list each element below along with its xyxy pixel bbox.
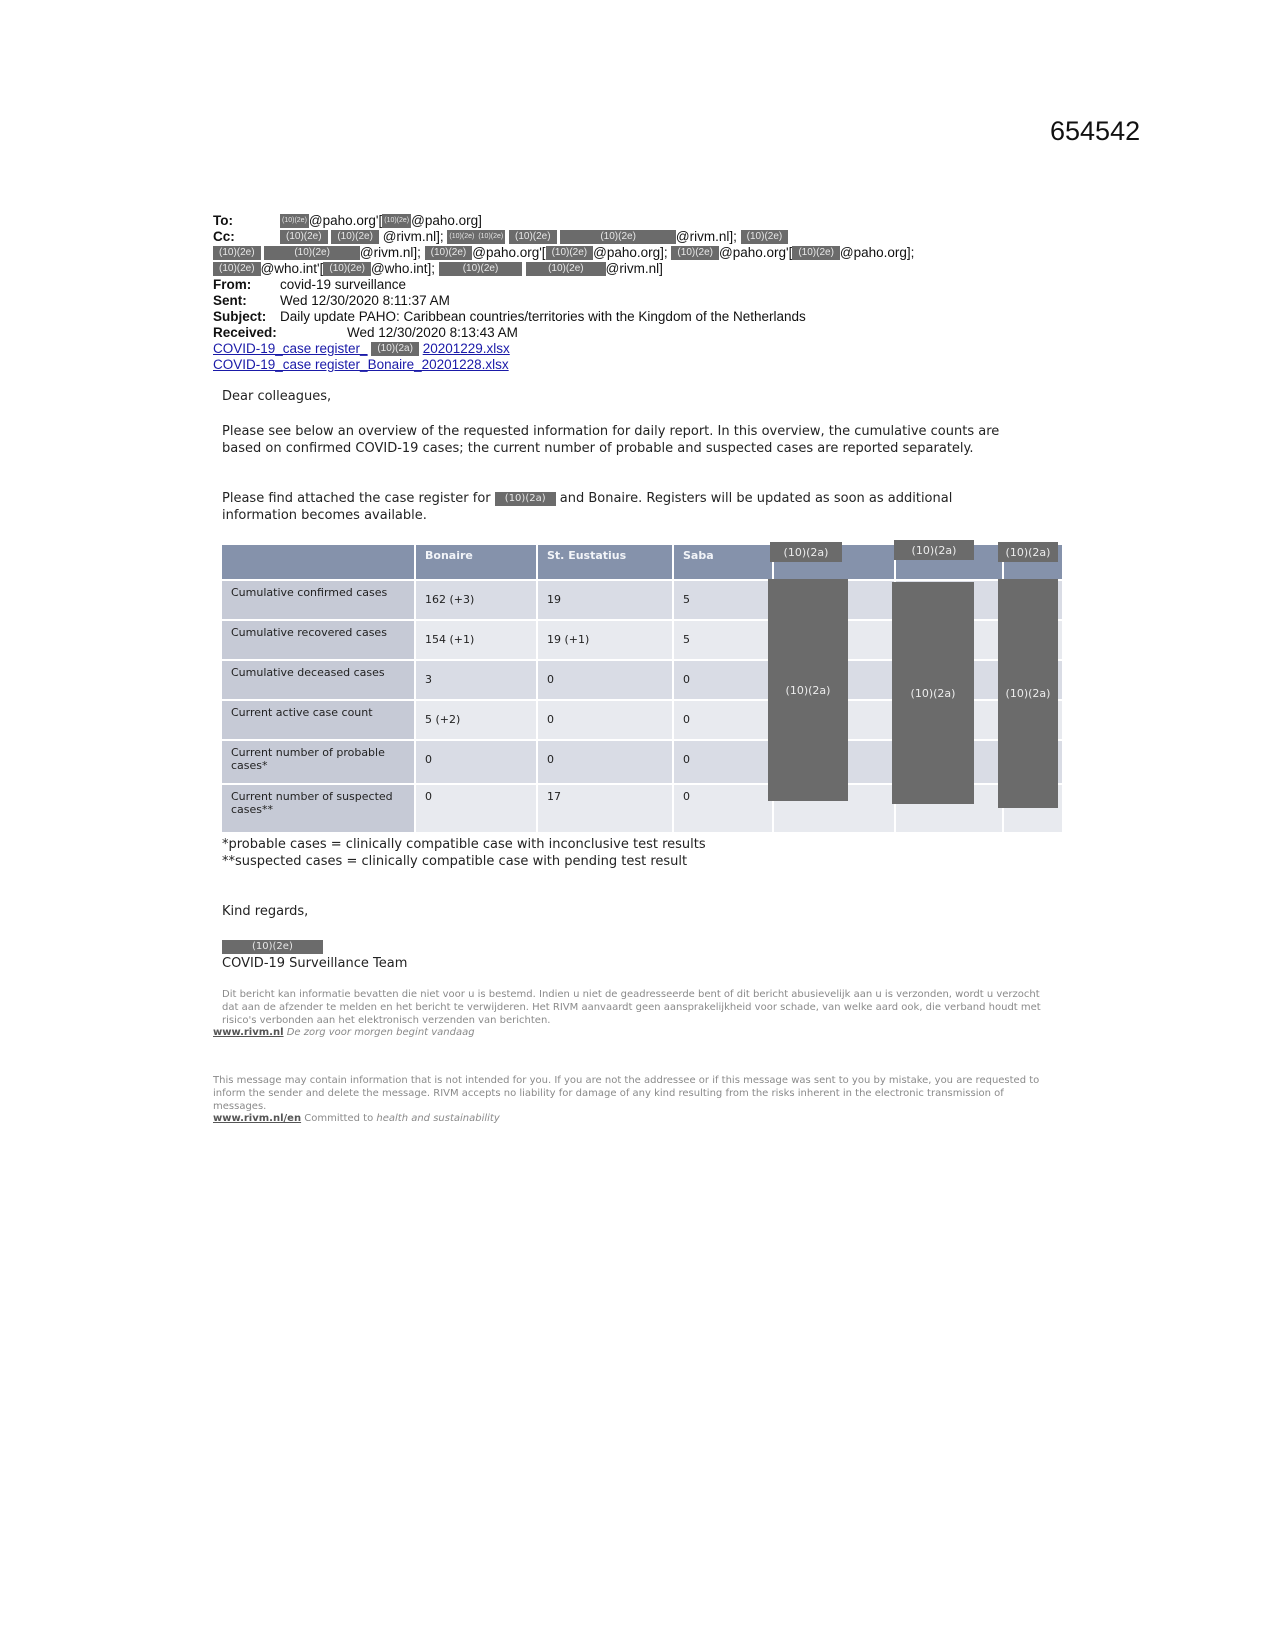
redaction: (10)(2e) <box>741 230 789 244</box>
to-label: To: <box>213 213 233 228</box>
to-address: @paho.org] <box>411 213 482 228</box>
redaction: (10)(2e) <box>425 246 473 260</box>
redaction: (10)(2a) <box>768 579 848 801</box>
team-name: COVID-19 Surveillance Team <box>222 956 408 971</box>
to-row <box>213 213 1003 229</box>
cc-address: @paho.org]; <box>839 245 915 260</box>
cell: 0 <box>673 660 773 700</box>
redaction: (10)(2e) <box>447 230 476 244</box>
cell: 3 <box>415 660 537 700</box>
cell: 0 <box>537 740 673 784</box>
greeting: Dear colleagues, <box>222 389 332 404</box>
disclaimer-nl-footer <box>213 1026 475 1039</box>
sent-value: Wed 12/30/2020 8:11:37 AM <box>280 293 450 308</box>
redaction: (10)(2a) <box>894 540 974 560</box>
table-header: Saba <box>673 545 773 580</box>
cc-address: @paho.org]; <box>593 245 668 260</box>
redaction: (10)(2a) <box>998 542 1058 562</box>
cell: 5 <box>673 620 773 660</box>
redaction: (10)(2e) <box>560 230 676 244</box>
redaction: (10)(2e) <box>546 246 594 260</box>
attachment-1[interactable] <box>213 341 1003 357</box>
cell: 0 <box>537 660 673 700</box>
redaction: (10)(2e) <box>526 262 606 276</box>
row-label: Current active case count <box>222 700 415 740</box>
table-header <box>222 545 415 580</box>
subject-value: Daily update PAHO: Caribbean countries/territories with the Kingdom of the Netherlands <box>280 309 806 324</box>
redaction: (10)(2a) <box>495 492 556 506</box>
from-row <box>213 277 1003 293</box>
redaction: (10)(2e) <box>280 230 328 244</box>
redaction: (10)(2a) <box>371 342 419 356</box>
redaction: (10)(2e) <box>509 230 557 244</box>
from-value: covid-19 surveillance <box>280 277 407 292</box>
paragraph-2-start: Please find attached the case register for <box>222 491 491 506</box>
rivm-link[interactable]: www.rivm.nl <box>213 1027 284 1038</box>
cc-address: @rivm.nl]; <box>359 245 421 260</box>
cc-address: @who.int'[ <box>260 261 324 276</box>
disclaimer-en-footer <box>213 1112 500 1125</box>
redaction: (10)(2a) <box>770 542 842 562</box>
cell: 0 <box>415 740 537 784</box>
cc-row-3 <box>213 261 1003 277</box>
sent-row <box>213 293 1003 309</box>
redaction: (10)(2e) <box>792 246 840 260</box>
cc-address: @paho.org'[ <box>472 245 546 260</box>
row-label: Cumulative recovered cases <box>222 620 415 660</box>
redaction: (10)(2e) <box>476 230 505 244</box>
cell: 19 (+1) <box>537 620 673 660</box>
redaction: (10)(2e) <box>331 230 379 244</box>
cell: 0 <box>673 740 773 784</box>
cc-address: @rivm.nl] <box>605 261 663 276</box>
cc-address: @rivm.nl]; <box>675 229 737 244</box>
redaction: (10)(2e) <box>280 214 309 228</box>
attachment-2[interactable] <box>213 357 1003 373</box>
row-label: Current number of probable cases* <box>222 740 415 784</box>
cc-address: @rivm.nl]; <box>382 229 444 244</box>
cell: 0 <box>673 700 773 740</box>
to-address: @paho.org'[ <box>308 213 383 228</box>
attachment-link[interactable]: 20201229.xlsx <box>422 341 510 356</box>
redaction: (10)(2e) <box>213 246 261 260</box>
table-header: Bonaire <box>415 545 537 580</box>
redaction: (10)(2e) <box>264 246 360 260</box>
subject-row <box>213 309 1003 325</box>
sent-label: Sent: <box>213 293 247 308</box>
cc-row-2 <box>213 245 1003 261</box>
closing: Kind regards, <box>222 904 309 919</box>
cell: 0 <box>673 784 773 832</box>
cc-row <box>213 229 1003 245</box>
signature-name <box>222 938 1042 955</box>
subject-label: Subject: <box>213 309 267 324</box>
paragraph-2-end: and Bonaire. Registers will be updated as soon as additional information becomes available. <box>222 491 953 523</box>
tagline-en-italic: health and sustainability <box>376 1113 500 1124</box>
footnote-suspected: **suspected cases = clinically compatible case with pending test result <box>222 854 688 869</box>
rivm-en-link[interactable]: www.rivm.nl/en <box>213 1113 302 1124</box>
received-row <box>213 325 1003 341</box>
redaction: (10)(2e) <box>222 940 323 954</box>
redaction: (10)(2e) <box>323 262 371 276</box>
email-header <box>213 213 1003 373</box>
redaction: (10)(2a) <box>998 579 1058 808</box>
received-label: Received: <box>213 325 277 340</box>
row-label: Cumulative confirmed cases <box>222 580 415 620</box>
redaction: (10)(2a) <box>892 582 974 804</box>
table-header: St. Eustatius <box>537 545 673 580</box>
disclaimer-en: This message may contain information that is not intended for you. If you are not the addressee or if this message was sent to you by mistake, you are requested to inform the sender and delete the message. RIVM accepts no liability for damage of any kind resulting from the risks inherent in the electronic transmission of messages. <box>213 1075 1040 1112</box>
document-number: 654542 <box>1050 116 1141 146</box>
cc-address: @who.int]; <box>370 261 435 276</box>
cell: 5 <box>673 580 773 620</box>
row-label: Current number of suspected cases** <box>222 784 415 832</box>
cell: 17 <box>537 784 673 832</box>
from-label: From: <box>213 277 252 292</box>
cell: 5 (+2) <box>415 700 537 740</box>
disclaimer-nl: Dit bericht kan informatie bevatten die niet voor u is bestemd. Indien u niet de geadresseerde bent of dit bericht abusievelijk aan u is verzonden, wordt u verzocht dat aan de afzender te melden en het bericht te verwijderen. Het RIVM aanvaardt geen aansprakelijkheid voor schade, van welke aard ook, die verband houdt met risico's verbonden aan het elektronisch verzenden van berichten. <box>222 989 1041 1026</box>
cell: 154 (+1) <box>415 620 537 660</box>
redaction: (10)(2e) <box>382 214 411 228</box>
cc-address: @paho.org'[ <box>719 245 793 260</box>
paragraph-1: Please see below an overview of the requested information for daily report. In this overview, the cumulative counts are based on confirmed COVID-19 cases; the current number of probable and suspected cases are reported separately. <box>222 424 1000 456</box>
attachment-link[interactable]: COVID-19_case register_Bonaire_20201228.xlsx <box>213 357 509 372</box>
tagline-nl: De zorg voor morgen begint vandaag <box>286 1027 475 1038</box>
tagline-en: Committed to <box>304 1113 374 1124</box>
attachment-link[interactable]: COVID-19_case register_ <box>213 341 368 356</box>
cell: 0 <box>415 784 537 832</box>
footnote-probable: *probable cases = clinically compatible case with inconclusive test results <box>222 837 706 852</box>
cell: 19 <box>537 580 673 620</box>
cell: 162 (+3) <box>415 580 537 620</box>
received-value: Wed 12/30/2020 8:13:43 AM <box>347 325 518 340</box>
cell: 0 <box>537 700 673 740</box>
cc-label: Cc: <box>213 229 235 244</box>
redaction: (10)(2e) <box>439 262 523 276</box>
redaction: (10)(2e) <box>213 262 261 276</box>
redaction: (10)(2e) <box>671 246 719 260</box>
paragraph-2 <box>222 490 1002 524</box>
row-label: Cumulative deceased cases <box>222 660 415 700</box>
